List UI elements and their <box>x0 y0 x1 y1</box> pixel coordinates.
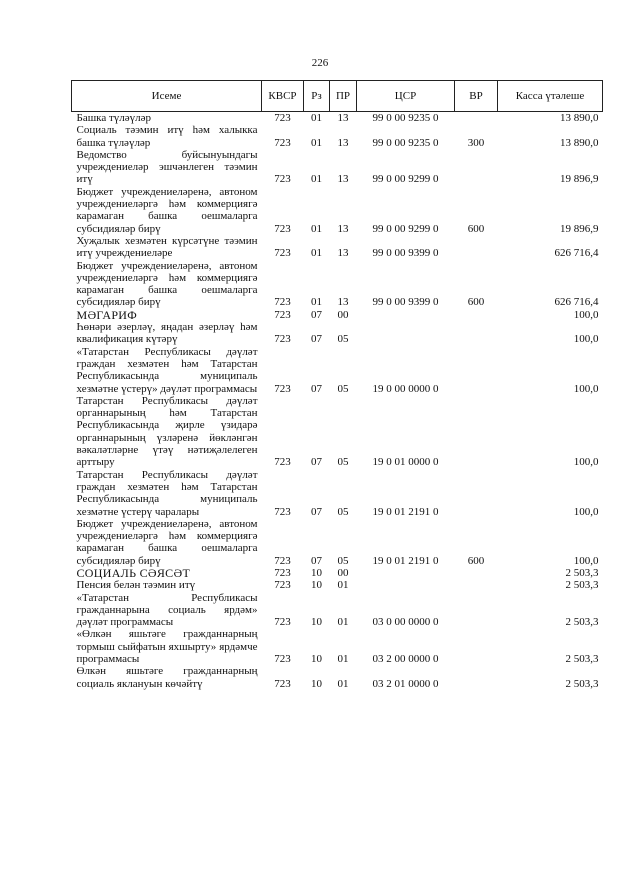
row-kvsr: 723 <box>274 653 291 666</box>
row-amount: 100,0 <box>573 333 599 346</box>
table-row <box>72 395 603 469</box>
row-pr: 05 <box>337 333 349 346</box>
row-kvsr: 723 <box>274 554 291 567</box>
row-csr: 99 0 00 9399 0 <box>372 296 439 309</box>
table-row <box>72 186 603 235</box>
row-rz: 01 <box>311 222 322 235</box>
row-rz: 01 <box>311 247 322 260</box>
row-pr: 13 <box>337 173 349 186</box>
row-vr <box>455 395 498 469</box>
row-vr <box>455 346 498 395</box>
row-rz: 07 <box>311 456 322 469</box>
row-rz: 10 <box>311 566 322 579</box>
row-vr: 600 <box>467 222 485 235</box>
row-rz: 07 <box>311 308 322 321</box>
header-csr: ЦСР <box>357 81 455 112</box>
row-amount: 2 503,3 <box>565 579 599 592</box>
row-amount: 626 716,4 <box>554 247 599 260</box>
row-vr <box>455 567 498 579</box>
row-pr: 05 <box>337 554 349 567</box>
row-pr: 05 <box>337 382 349 395</box>
row-kvsr: 723 <box>274 222 291 235</box>
row-vr <box>455 469 498 518</box>
table-row <box>72 309 603 321</box>
row-kvsr: 723 <box>274 308 291 321</box>
row-kvsr: 723 <box>274 136 291 149</box>
row-rz: 10 <box>311 653 322 666</box>
row-rz: 10 <box>311 677 322 690</box>
row-pr: 13 <box>337 296 349 309</box>
row-kvsr: 723 <box>274 456 291 469</box>
row-csr: 99 0 00 9235 0 <box>372 112 439 124</box>
row-rz: 01 <box>311 173 322 186</box>
header-vr: ВР <box>455 81 498 112</box>
row-csr: 03 0 00 0000 0 <box>372 616 439 629</box>
row-name: Татарстан Республикасы дәүләт органнарының һәм Татарстан Республикасында җирле үзидарә органнарының үзләренә йөкләнгән вәкаләтләрне үтәү нәтиҗәлелеген арттыру <box>76 394 258 469</box>
row-csr: 19 0 01 2191 0 <box>372 554 439 567</box>
row-kvsr: 723 <box>274 112 291 124</box>
row-name: Татарстан Республикасы дәүләт граждан хезмәтен һәм Татарстан Республикасында муниципаль хезмәтне үстерү чаралары <box>76 468 258 518</box>
row-pr: 01 <box>337 579 349 592</box>
row-amount: 100,0 <box>573 382 599 395</box>
budget-table <box>71 80 603 690</box>
row-amount: 2 503,3 <box>565 566 599 579</box>
table-header-row <box>72 81 603 112</box>
row-csr: 99 0 00 9235 0 <box>372 136 439 149</box>
row-vr: 600 <box>467 554 485 567</box>
row-pr: 13 <box>337 112 349 124</box>
row-name: «Татарстан Республикасы дәүләт граждан хезмәтен һәм Татарстан Республикасында муниципаль хезмәтне үстерү» дәүләт программасы <box>76 345 258 395</box>
row-csr <box>357 567 455 579</box>
row-csr: 19 0 01 0000 0 <box>372 456 439 469</box>
header-amount: Касса үтәлеше <box>498 81 603 112</box>
row-rz: 01 <box>311 136 322 149</box>
row-vr <box>455 665 498 690</box>
row-pr: 00 <box>337 308 349 321</box>
row-pr: 01 <box>337 653 349 666</box>
table-row <box>72 346 603 395</box>
row-vr <box>455 149 498 186</box>
row-pr: 01 <box>337 677 349 690</box>
header-rz: Рз <box>304 81 330 112</box>
header-pr: ПР <box>330 81 357 112</box>
table-row <box>72 665 603 690</box>
header-kvsr: КВСР <box>262 81 304 112</box>
table-row <box>72 260 603 309</box>
row-vr: 600 <box>467 296 485 309</box>
row-kvsr: 723 <box>274 382 291 395</box>
row-kvsr: 723 <box>274 296 291 309</box>
row-name: «Өлкән яшьтәге гражданнарның тормыш сыйфатын яхшырту» ярдәмче программасы <box>76 628 258 666</box>
row-rz: 01 <box>311 112 322 124</box>
table-row <box>72 235 603 260</box>
row-name: Бюджет учреждениеләренә, автоном учреждениеләргә һәм коммерциягә карамаган башка оешмаларга субсидияләр бирү <box>76 259 258 309</box>
row-pr: 13 <box>337 247 349 260</box>
row-amount: 100,0 <box>573 554 599 567</box>
row-vr: 300 <box>467 136 485 149</box>
row-pr: 01 <box>337 616 349 629</box>
row-name: Өлкән яшьтәге гражданнарның социаль яклануын көчәйтү <box>76 665 258 690</box>
row-name: Бюджет учреждениеләренә, автоном учреждениеләргә һәм коммерциягә карамаган башка оешмаларга субсидияләр бирү <box>76 517 258 567</box>
table-row <box>72 469 603 518</box>
row-csr <box>357 309 455 321</box>
row-kvsr: 723 <box>274 616 291 629</box>
row-amount: 13 890,0 <box>560 112 599 124</box>
row-rz: 07 <box>311 382 322 395</box>
row-rz: 07 <box>311 505 322 518</box>
row-vr <box>455 592 498 629</box>
row-kvsr: 723 <box>274 677 291 690</box>
table-row <box>72 321 603 346</box>
row-rz: 07 <box>311 333 322 346</box>
row-name: Башка түләүләр <box>76 112 152 124</box>
row-name: Һөнәри әзерләү, яңадан әзерләү һәм квалификация күтәрү <box>76 321 258 346</box>
row-amount: 19 896,9 <box>560 222 599 235</box>
row-kvsr: 723 <box>274 566 291 579</box>
table-row <box>72 579 603 591</box>
row-rz: 07 <box>311 554 322 567</box>
row-kvsr: 723 <box>274 333 291 346</box>
row-vr <box>455 235 498 260</box>
table-row <box>72 592 603 629</box>
row-csr: 99 0 00 9299 0 <box>372 173 439 186</box>
row-amount: 13 890,0 <box>560 136 599 149</box>
row-rz: 10 <box>311 616 322 629</box>
row-amount: 2 503,3 <box>565 677 599 690</box>
row-pr: 05 <box>337 505 349 518</box>
table-body <box>72 112 603 690</box>
row-vr <box>455 579 498 591</box>
row-amount: 100,0 <box>573 505 599 518</box>
row-vr <box>455 112 498 125</box>
row-pr: 13 <box>337 222 349 235</box>
row-rz: 10 <box>311 579 322 592</box>
row-kvsr: 723 <box>274 579 291 592</box>
row-name: «Татарстан Республикасы гражданнарына социаль ярдәм» дәүләт программасы <box>76 591 258 629</box>
row-name: Хуҗалык хезмәтен күрсәтүне тәэмин итү учреждениеләре <box>76 234 258 260</box>
row-pr: 13 <box>337 136 349 149</box>
row-pr: 05 <box>337 456 349 469</box>
row-vr <box>455 309 498 321</box>
table-row <box>72 124 603 149</box>
row-name: Ведомство буйсынуындагы учреждениеләр эшчәнлеген тәэмин итү <box>76 148 258 186</box>
row-rz: 01 <box>311 296 322 309</box>
row-csr: 99 0 00 9399 0 <box>372 247 439 260</box>
header-name: Исеме <box>72 81 262 112</box>
row-pr: 00 <box>337 566 349 579</box>
page-number: 226 <box>311 57 329 69</box>
row-name: МӘГАРИФ <box>76 307 138 322</box>
row-amount: 100,0 <box>573 308 599 321</box>
row-csr: 19 0 01 2191 0 <box>372 505 439 518</box>
row-amount: 2 503,3 <box>565 653 599 666</box>
row-csr: 03 2 01 0000 0 <box>372 677 439 690</box>
row-csr: 19 0 00 0000 0 <box>372 382 439 395</box>
row-name: СОЦИАЛЬ СӘЯСӘТ <box>76 565 191 580</box>
row-name: Бюджет учреждениеләренә, автоном учреждениеләргә һәм коммерциягә карамаган башка оешмаларга субсидияләр бирү <box>76 185 258 235</box>
row-amount: 2 503,3 <box>565 616 599 629</box>
table-row <box>72 112 603 125</box>
table-row <box>72 567 603 579</box>
row-vr <box>455 321 498 346</box>
row-csr: 03 2 00 0000 0 <box>372 653 439 666</box>
row-csr <box>357 321 455 346</box>
row-kvsr: 723 <box>274 173 291 186</box>
row-amount: 19 896,9 <box>560 173 599 186</box>
row-kvsr: 723 <box>274 505 291 518</box>
row-vr <box>455 628 498 665</box>
table-row <box>72 518 603 567</box>
table-row <box>72 628 603 665</box>
row-csr: 99 0 00 9299 0 <box>372 222 439 235</box>
row-kvsr: 723 <box>274 247 291 260</box>
row-name: Социаль тәэмин итү һәм халыкка башка түләүләр <box>76 124 258 149</box>
row-csr <box>357 579 455 591</box>
row-amount: 626 716,4 <box>554 296 599 309</box>
row-name: Пенсия белән тәэмин итү <box>76 579 196 592</box>
row-amount: 100,0 <box>573 456 599 469</box>
table-row <box>72 149 603 186</box>
